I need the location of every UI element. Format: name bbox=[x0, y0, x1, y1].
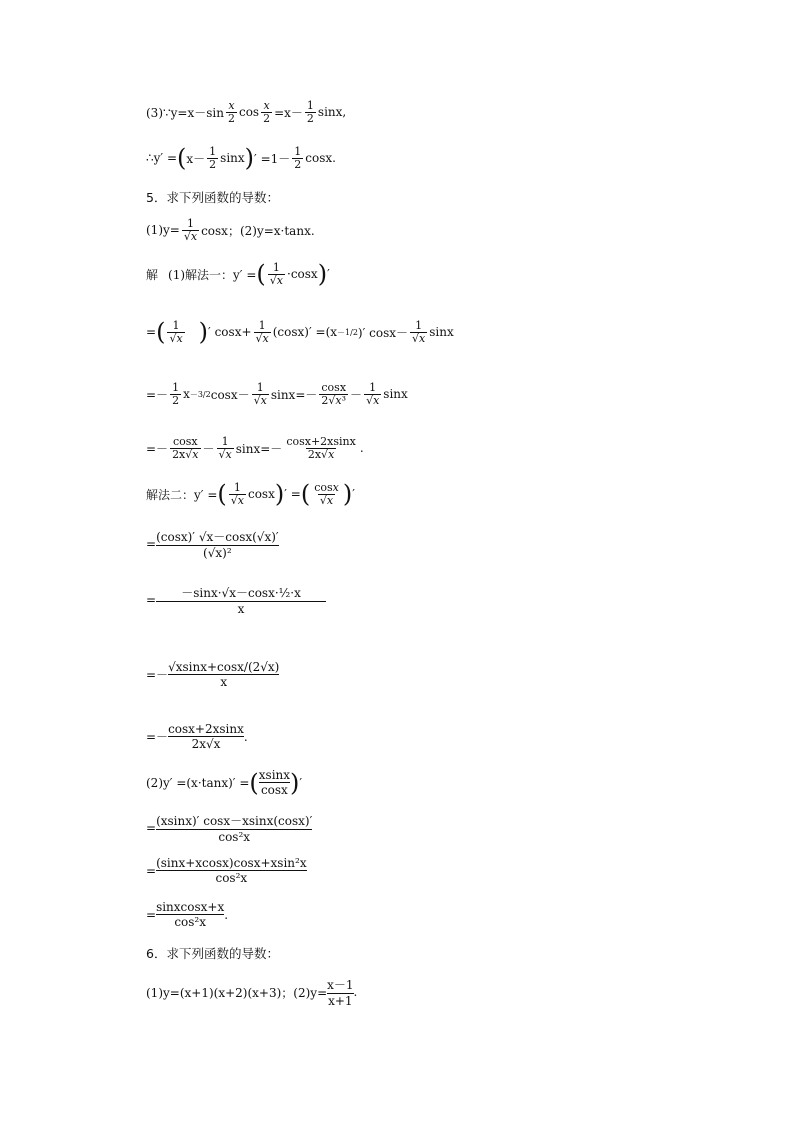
fraction: $\frac{\text{－sinx·√x－cosx·½·x}}{x}$ bbox=[156, 584, 326, 616]
text: (2)y′ =(x·tanx)′ = bbox=[146, 775, 250, 790]
fraction: $\frac{x}{2}$ bbox=[263, 99, 271, 125]
text: － bbox=[202, 441, 215, 456]
question-5-title: 5．求下列函数的导数： bbox=[146, 190, 279, 205]
text: x bbox=[183, 387, 190, 402]
fraction: $\frac{1}{2}$ bbox=[306, 99, 314, 125]
eq-row-2 bbox=[146, 382, 408, 406]
paren: ) bbox=[244, 144, 255, 173]
text: . bbox=[224, 907, 229, 922]
text: ′ bbox=[352, 487, 355, 502]
fraction: $\frac{1}{√x}$ bbox=[255, 319, 269, 345]
paren: ( bbox=[156, 318, 166, 347]
paren: ) bbox=[317, 260, 328, 289]
text: . bbox=[359, 441, 364, 456]
fraction: $\frac{1}{√x}$ bbox=[412, 319, 426, 345]
fraction: $\frac{\text{sinxcosx+x}}{\text{cos²x}}$ bbox=[156, 900, 225, 929]
paren: ) bbox=[198, 318, 209, 347]
text: ∴y′ = bbox=[146, 151, 178, 166]
text: ′ cosx+ bbox=[208, 325, 252, 340]
fraction: $\frac{\cos x}{√x}$ bbox=[314, 481, 339, 507]
text: =－ bbox=[146, 730, 169, 744]
paren: ) bbox=[274, 480, 285, 509]
paren: ( bbox=[249, 768, 259, 797]
text: (1)解法一：y′ = bbox=[168, 267, 257, 282]
fraction: $\frac{\cos x}{2x√x}$ bbox=[172, 435, 199, 461]
fraction: $\frac{\text{(sinx+xcosx)cosx+xsin²x}}{\text{cos²x}}$ bbox=[156, 856, 307, 885]
text: = bbox=[146, 863, 157, 878]
fraction: $\frac{1}{√x}$ bbox=[253, 381, 267, 407]
text: 解法二：y′ = bbox=[146, 487, 218, 502]
exponent: －1/2 bbox=[337, 327, 358, 337]
question-5-parts bbox=[146, 218, 315, 242]
paren: ( bbox=[256, 260, 266, 289]
text: = bbox=[146, 325, 157, 340]
fraction: $\frac{1}{√x}$ bbox=[269, 261, 283, 287]
text: sinx, bbox=[317, 105, 347, 120]
fraction: $\frac{1}{2}$ bbox=[294, 145, 302, 171]
fraction: $\frac{√xsinx+\cos x/(2√x)}{x}$ bbox=[168, 660, 280, 689]
text: ·cosx bbox=[287, 267, 318, 282]
text: cos bbox=[238, 105, 260, 120]
text: = bbox=[146, 593, 157, 607]
text: (1)y=(x+1)(x+2)(x+3)；(2)y= bbox=[146, 985, 328, 1000]
fraction: $\frac{(\cos x)' √x-\cos x(√x)'}{\text{(√x)²}}$ bbox=[156, 530, 279, 560]
solution-method-2 bbox=[146, 480, 355, 509]
text: = bbox=[146, 537, 157, 551]
text: ′ =1－ bbox=[254, 151, 291, 166]
fraction: $\frac{1}{√x}$ bbox=[366, 381, 380, 407]
fraction: $\frac{x}{2}$ bbox=[227, 99, 235, 125]
eq-row-10 bbox=[146, 900, 228, 929]
fraction: $\frac{\cos x+2xsinx}{2x√x}$ bbox=[168, 722, 244, 751]
solution-method-1 bbox=[146, 260, 330, 289]
text: ′ bbox=[299, 775, 303, 790]
eq-line-1 bbox=[146, 100, 346, 124]
eq-row-8 bbox=[146, 812, 312, 844]
text: (1)y= bbox=[146, 223, 180, 238]
paren: ( bbox=[217, 480, 227, 509]
text: = bbox=[146, 907, 157, 922]
paren: ( bbox=[177, 144, 187, 173]
text: sinx bbox=[383, 387, 408, 402]
text: . bbox=[243, 729, 248, 744]
eq-row-3 bbox=[146, 436, 364, 460]
eq-row-4 bbox=[146, 528, 279, 560]
text: . bbox=[353, 985, 358, 999]
text: =－ bbox=[146, 668, 169, 682]
text: (cosx)′ =(x bbox=[272, 325, 338, 340]
text: = bbox=[146, 821, 157, 835]
text: =－ bbox=[146, 387, 169, 402]
text: )′ cosx－ bbox=[357, 325, 408, 340]
text: cosx－ bbox=[210, 387, 250, 402]
text: =－ bbox=[146, 441, 169, 456]
text: x－ bbox=[186, 151, 206, 166]
eq-row-5 bbox=[146, 584, 326, 616]
exponent: －3/2 bbox=[189, 389, 211, 399]
eq-row-6 bbox=[146, 660, 279, 689]
question-6-parts bbox=[146, 976, 357, 1008]
text: － bbox=[350, 387, 363, 402]
fraction: $\frac{1}{√x}$ bbox=[169, 319, 183, 345]
text: sinx=－ bbox=[270, 387, 318, 402]
text: cosx；(2)y=x·tanx. bbox=[201, 223, 315, 238]
text: (3)∵y=x－sin bbox=[146, 105, 224, 120]
fraction: $\frac{1}{√x}$ bbox=[230, 481, 244, 507]
fraction: $\frac{(xsinx)' \cos x-xsinx(\cos x)'}{\text{cos²x}}$ bbox=[156, 814, 313, 844]
fraction: $\frac{1}{√x}$ bbox=[218, 435, 232, 461]
fraction: $\frac{x-1}{x+1}$ bbox=[327, 978, 354, 1008]
fraction: $\frac{xsinx}{\cos x}$ bbox=[258, 768, 291, 797]
fraction: $\frac{\cos x+2xsinx}{2x√x}$ bbox=[286, 435, 356, 461]
text: sinx=－ bbox=[235, 441, 283, 456]
text: sinx bbox=[429, 325, 454, 340]
fraction: $\frac{1}{2}$ bbox=[209, 145, 217, 171]
fraction: $\frac{1}{√x}$ bbox=[183, 217, 198, 243]
eq-row-1 bbox=[146, 318, 454, 347]
question-6-title: 6．求下列函数的导数： bbox=[146, 946, 279, 961]
part-2 bbox=[146, 768, 302, 797]
text: cosx. bbox=[305, 151, 336, 166]
text: 解 bbox=[146, 267, 159, 282]
eq-row-7 bbox=[146, 722, 248, 751]
fraction: $\frac{1}{2}$ bbox=[172, 381, 180, 407]
fraction: $\frac{\cos x}{\text{2√x³}}$ bbox=[321, 381, 347, 407]
paren: ) bbox=[290, 768, 300, 797]
paren: ( bbox=[300, 480, 311, 509]
text: ′ = bbox=[284, 487, 301, 502]
paren: ) bbox=[342, 480, 353, 509]
text: sinx bbox=[220, 151, 245, 166]
eq-line-2 bbox=[146, 144, 336, 173]
eq-row-9 bbox=[146, 856, 307, 885]
text: cosx bbox=[247, 487, 275, 502]
text: =x－ bbox=[274, 105, 303, 120]
text: ′ bbox=[327, 267, 330, 282]
